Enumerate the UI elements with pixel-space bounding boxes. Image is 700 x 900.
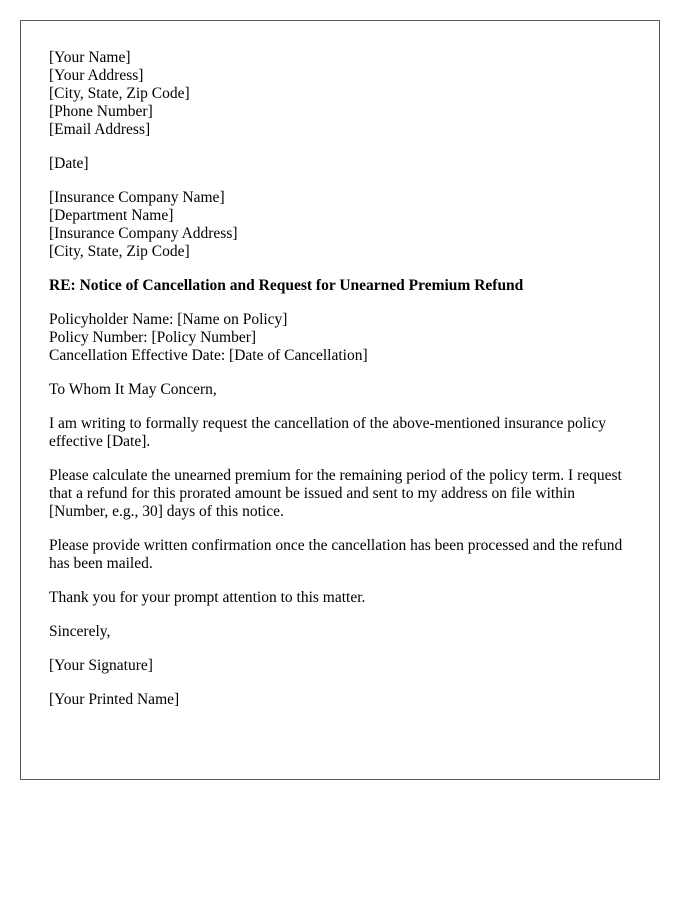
body-paragraph-2: Please calculate the unearned premium for the remaining period of the policy term. I request that a refund for this prorated amount be issued and sent to my address on file within [Number, e.g., 30] days of this notice. (49, 467, 622, 520)
sender-block (49, 49, 631, 139)
body-paragraph-3: Please provide written confirmation once the cancellation has been processed and the refund has been mailed. (49, 537, 623, 572)
recipient-address: [Insurance Company Address] (49, 225, 238, 242)
sender-address: [Your Address] (49, 67, 144, 84)
recipient-city-state-zip: [City, State, Zip Code] (49, 243, 190, 260)
policyholder-name: Policyholder Name: [Name on Policy] (49, 311, 288, 328)
sender-city-state-zip: [City, State, Zip Code] (49, 85, 190, 102)
letter-page (20, 20, 660, 780)
sender-name: [Your Name] (49, 49, 131, 66)
subject-line: RE: Notice of Cancellation and Request for Unearned Premium Refund (49, 277, 524, 294)
body-paragraph-4: Thank you for your prompt attention to this matter. (49, 589, 366, 606)
printed-name: [Your Printed Name] (49, 691, 180, 708)
date-block (49, 155, 631, 173)
cancellation-effective-date: Cancellation Effective Date: [Date of Cancellation] (49, 347, 368, 364)
body-paragraph-1: I am writing to formally request the cancellation of the above-mentioned insurance policy effective [Date]. (49, 415, 606, 450)
recipient-department: [Department Name] (49, 207, 174, 224)
recipient-block (49, 189, 631, 261)
salutation: To Whom It May Concern, (49, 381, 217, 398)
sender-phone: [Phone Number] (49, 103, 153, 120)
closing: Sincerely, (49, 623, 111, 640)
sender-email: [Email Address] (49, 121, 151, 138)
letter-date: [Date] (49, 155, 89, 172)
signature: [Your Signature] (49, 657, 153, 674)
policy-info-block (49, 311, 631, 365)
policy-number: Policy Number: [Policy Number] (49, 329, 257, 346)
recipient-company: [Insurance Company Name] (49, 189, 225, 206)
